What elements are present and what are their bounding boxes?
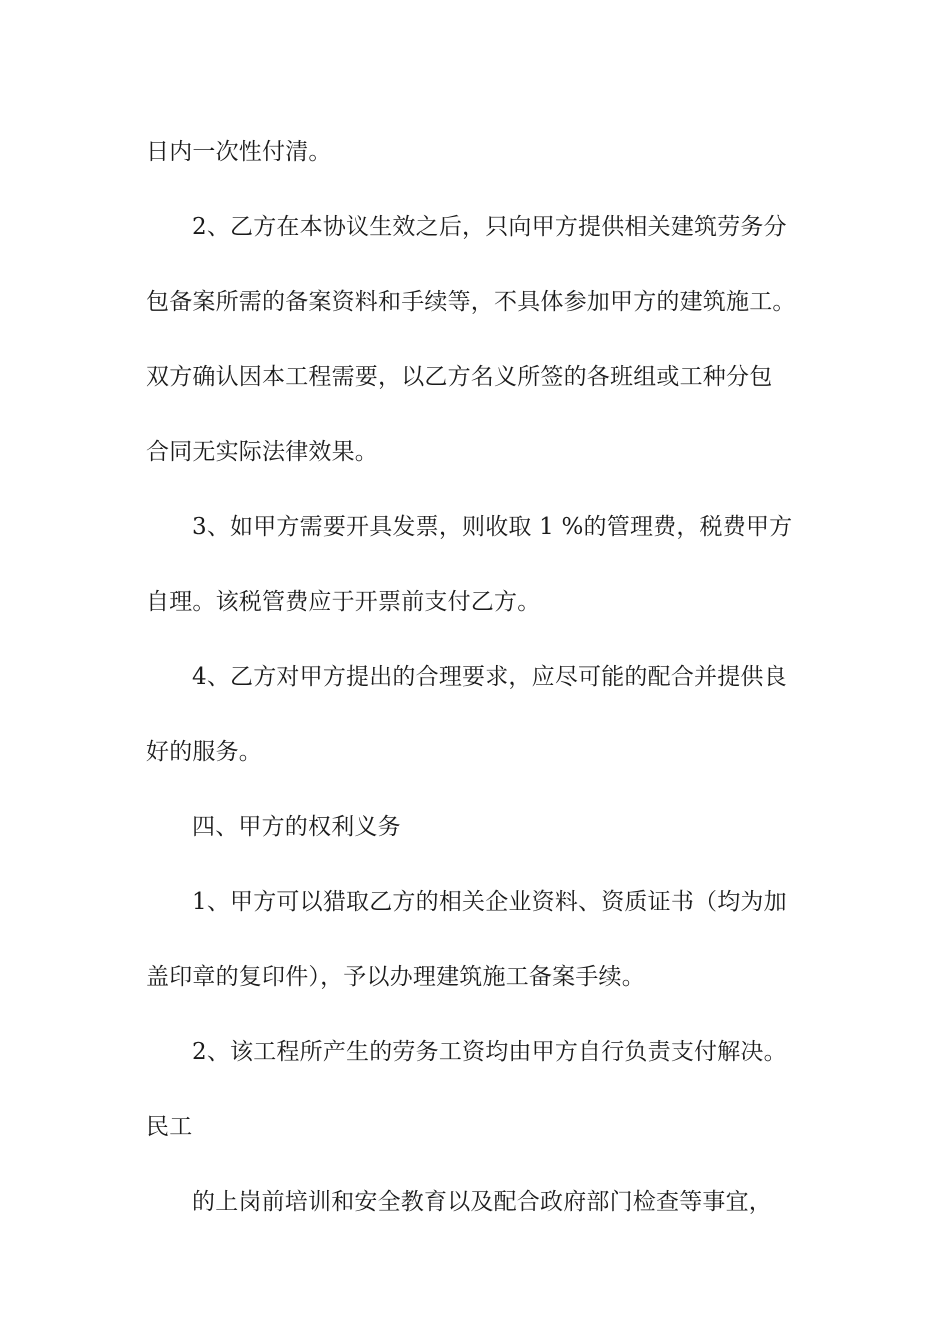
text-line: 民工 — [146, 1114, 193, 1140]
text-line: 双方确认因本工程需要，以乙方名义所签的各班组或工种分包 — [146, 364, 773, 390]
text-line: 1、甲方可以猎取乙方的相关企业资料、资质证书（均为加 — [192, 889, 787, 915]
section-heading: 四、甲方的权利义务 — [192, 814, 401, 840]
text-line: 3、如甲方需要开具发票，则收取 1 %的管理费，税费甲方 — [192, 514, 793, 540]
text-line: 2、乙方在本协议生效之后，只向甲方提供相关建筑劳务分 — [192, 214, 787, 240]
text-line: 2、该工程所产生的劳务工资均由甲方自行负责支付解决。 — [192, 1039, 787, 1065]
text-line: 合同无实际法律效果。 — [146, 439, 378, 465]
text-line: 自理。该税管费应于开票前支付乙方。 — [146, 589, 541, 615]
text-line: 包备案所需的备案资料和手续等，不具体参加甲方的建筑施工。 — [146, 289, 796, 315]
text-line: 盖印章的复印件），予以办理建筑施工备案手续。 — [146, 964, 645, 990]
text-line: 日内一次性付清。 — [146, 139, 332, 165]
text-line: 4、乙方对甲方提出的合理要求，应尽可能的配合并提供良 — [192, 664, 787, 690]
text-line: 的上岗前培训和安全教育以及配合政府部门检查等事宜， — [192, 1189, 772, 1215]
text-line: 好的服务。 — [146, 739, 262, 765]
